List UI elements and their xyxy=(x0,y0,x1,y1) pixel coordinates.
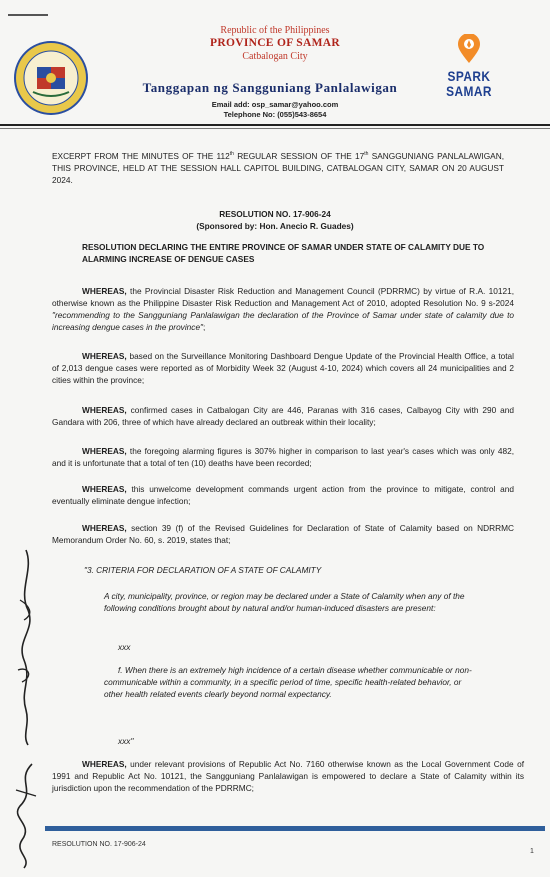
whereas-paragraph-4: WHEREAS, the foregoing alarming figures is 307% higher in comparison to last year's cases which was only 482, and it is unfortunate that a total of ten (10) deaths have been recorded; xyxy=(52,446,514,468)
whereas-paragraph-1: WHEREAS, the Provincial Disaster Risk Reduction and Management Council (PDRRMC) by virtue of R.A. 10121, otherwise known as the Philippine Disaster Risk Reduction and Management Act of 2010, adopted Resolution No. 9 s-2024 "recommending to the Sangguniang Panlalawigan the declaration of the Province of Samar under state of calamity due to increasing dengue cases in the province"; xyxy=(52,286,514,332)
header-rule xyxy=(0,124,550,126)
quote-paragraph: A city, municipality, province, or region may be declared under a State of Calamity when any of the following conditions brought about by natural and/or human-induced disasters are present: xyxy=(104,591,465,613)
resolution-title: RESOLUTION DECLARING THE ENTIRE PROVINCE OF SAMAR UNDER STATE OF CALAMITY DUE TO ALARMING INCREASE OF DENGUE CASES xyxy=(82,242,485,264)
margin-signature-2 xyxy=(6,760,46,870)
resolution-number: RESOLUTION NO. 17-906-24 xyxy=(219,209,331,219)
quote-ellipsis-2: xxx" xyxy=(118,736,134,746)
page-number: 1 xyxy=(530,848,534,855)
telephone-line: Telephone No: (055)543-8654 xyxy=(223,110,327,119)
footer-rule xyxy=(45,826,545,831)
office-name: Tanggapan ng Sangguniang Panlalawigan xyxy=(142,80,398,95)
city-line: Catbalogan City xyxy=(242,51,308,62)
scan-mark xyxy=(8,14,48,16)
spark-logo-line2: SAMAR xyxy=(446,83,492,99)
republic-line: Republic of the Philippines xyxy=(220,25,330,36)
resolution-sponsor: (Sponsored by: Hon. Anecio R. Guades) xyxy=(196,221,354,231)
excerpt-paragraph: EXCERPT FROM THE MINUTES OF THE 112th REGULAR SESSION OF THE 17th SANGGUNIANG PANLALAWIGAN, THIS PROVINCE, HELD AT THE SESSION HALL CAPITOL BUILDING, CATBALOGAN CITY, SAMAR ON 20 AUGUST 2024. xyxy=(52,150,505,185)
whereas-paragraph-5: WHEREAS, this unwelcome development commands urgent action from the province to mitigate, control and eventually eliminate dengue infection; xyxy=(52,484,514,506)
whereas-paragraph-3: WHEREAS, confirmed cases in Catbalogan City are 446, Paranas with 316 cases, Calbayog City with 290 and Gandara with 206, three of which have already declared an outbreak within their locality; xyxy=(52,405,514,427)
quote-ellipsis-1: xxx xyxy=(118,642,131,652)
quote-item-f: f. When there is an extremely high incidence of a certain disease whether communicable or non-communicable within a community, in a specific period of time, specific health-related behavior, or other health related events clearly beyond normal expectancy. xyxy=(104,665,472,699)
whereas-paragraph-6: WHEREAS, section 39 (f) of the Revised Guidelines for Declaration of State of Calamity based on NDRRMC Memorandum Order No. 60, s. 2019, states that; xyxy=(52,523,514,545)
email-line: Email add: osp_samar@yahoo.com xyxy=(211,100,339,109)
province-line: PROVINCE OF SAMAR xyxy=(210,37,340,49)
footer-resolution-number: RESOLUTION NO. 17-906-24 xyxy=(52,841,146,848)
margin-signature-1 xyxy=(6,540,46,750)
spark-logo-line1: SPARK xyxy=(447,68,491,84)
whereas-paragraph-2: WHEREAS, based on the Surveillance Monitoring Dashboard Dengue Update of the Provincial Health Office, a total of 2,013 dengue cases were reported as of Morbidity Week 32 (August 4-10, 2024) which covers all 24 municipalities and 2 cities within the province; xyxy=(52,351,514,385)
quote-heading: "3. CRITERIA FOR DECLARATION OF A STATE OF CALAMITY xyxy=(84,565,322,575)
whereas-paragraph-7: WHEREAS, under relevant provisions of Republic Act No. 7160 otherwise known as the Local Government Code of 1991 and Republic Act No. 10121, the Sangguniang Panlalawigan is empowered to declare a State of Calamity within its jurisdiction upon the recommendation of the PDRRMC; xyxy=(52,759,524,793)
header-rule-thin xyxy=(0,128,550,129)
